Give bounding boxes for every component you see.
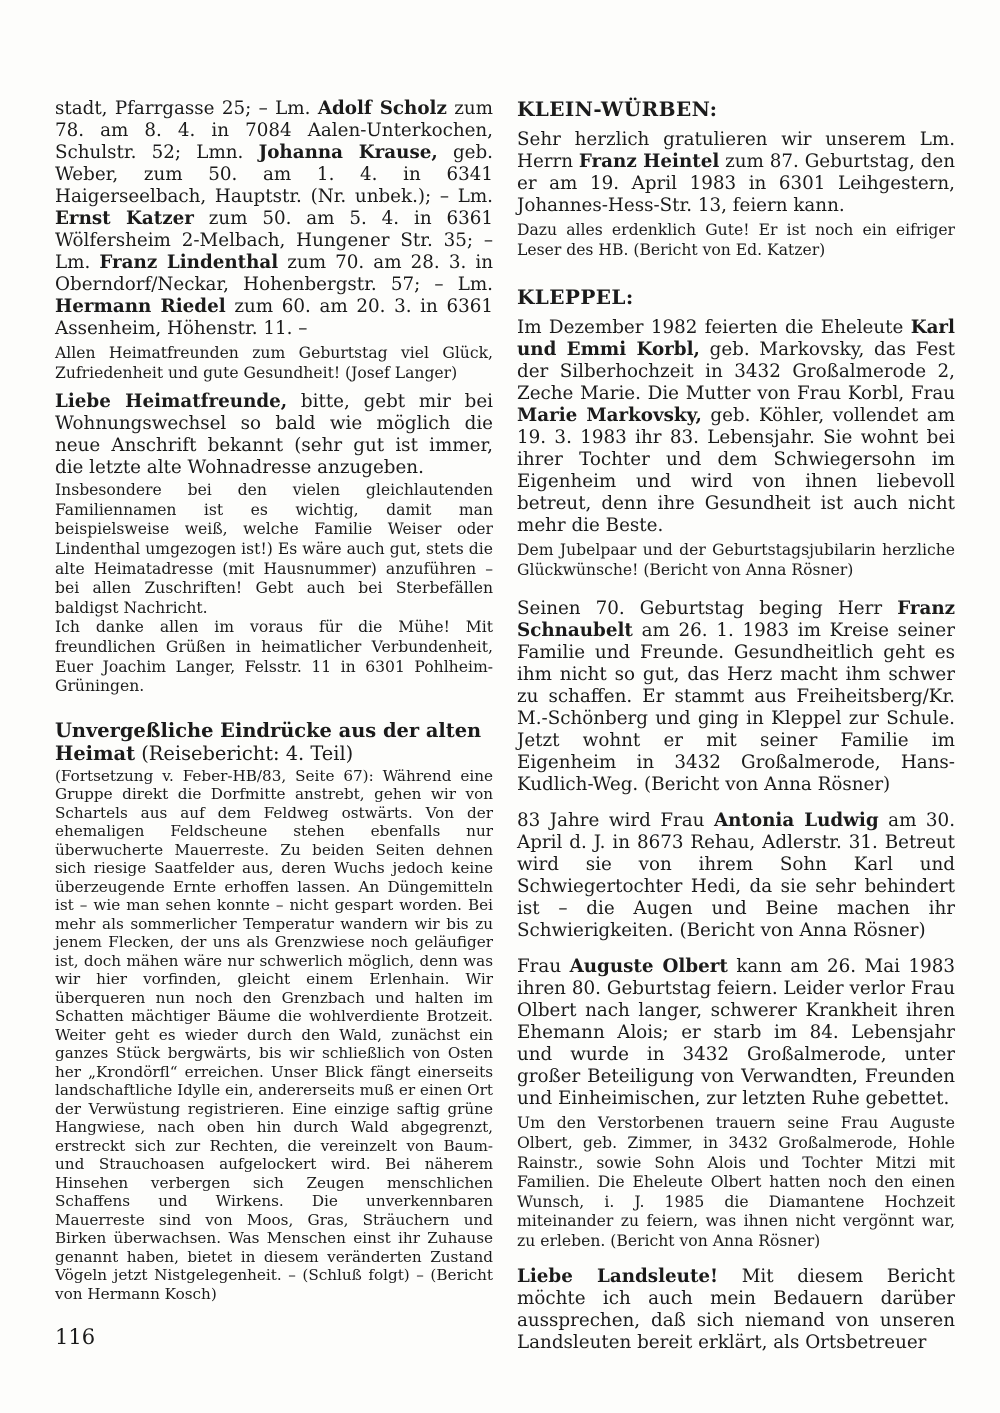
- note-paragraph: Dem Jubelpaar und der Geburtstagsjubilarin herzliche Glückwünsche! (Bericht von Anna Rösner): [517, 541, 955, 579]
- birthday-list-paragraph: stadt, Pfarrgasse 25; – Lm. Adolf Scholz zum 78. am 8. 4. in 7084 Aalen-Unterkochen, Schulstr. 52; Lmn. Johanna Krause, geb. Weber, zum 50. am 1. 4. in 6341 Haigerseelbach, Hauptstr. (Nr. unbek.); – Lm. Ernst Katzer zum 50. am 5. 4. in 6361 Wölfersheim 2-Melbach, Hungener Str. 35; – Lm. Franz Lindenthal zum 70. am 28. 3. in Oberndorf/Neckar, Hohenbergstr. 57; – Lm. Hermann Riedel zum 60. am 20. 3. in 6361 Assenheim, Höhenstr. 11. –: [55, 98, 493, 339]
- note-paragraph: Dazu alles erdenklich Gute! Er ist noch ein eifriger Leser des HB. (Bericht von Ed. Katzer): [517, 221, 955, 259]
- travel-report-paragraph: (Fortsetzung v. Feber-HB/83, Seite 67): Während eine Gruppe direkt die Dorfmitte anstrebt, gehen wir von Schartels aus auf dem Feldweg ostwärts. Von der ehemaligen Feldscheune stehen ebenfalls nur überwucherte Mauerreste. Zu beiden Seiten dehnen sich riesige Saatfelder aus, deren Wuchs jedoch keine überzeugende Ernte erhoffen lassen. An Düngemitteln ist – wie man sehen konnte – nicht gespart worden. Bei mehr als sommerlicher Temperatur wandern wir bis zu jenem Flecken, der uns als Grenzwiese noch geläufiger ist, doch mähen wäre nur schwerlich möglich, denn was wir hier vorfinden, gleicht einem Erlenhain. Wir überqueren nun noch den Grenzbach und halten im Schatten mächtiger Bäume die wohlverdiente Brotzeit. Weiter geht es wieder durch den Wald, zunächst ein ganzes Stück bergwärts, bis wir schließlich von Osten her „Krondörfl“ erreichen. Unser Blick fängt einerseits landschaftliche Idylle ein, andererseits muß er einen Ort der Verwüstung registrieren. Eine einzige saftig grüne Hangwiese, nach oben hin durch Wald abgegrenzt, erstreckt sich zur Rechten, die vereinzelt von Baum- und Strauchoasen aufgelockert wird. Bei näherem Hinsehen verbergen sich Zeugen menschlichen Schaffens und Wirkens. Die unverkennbaren Mauerreste sind von Moos, Gras, Sträuchern und Birken überwachsen. Was Menschen einst ihr Zuhause genannt haben, bietet in diesem veränderten Zustand Vögeln jetzt Nistgelegenheit. – (Schluß folgt) – (Bericht von Hermann Kosch): [55, 766, 493, 1303]
- section-heading-klein-wuerben: KLEIN-WÜRBEN:: [517, 97, 718, 121]
- paragraph: Sehr herzlich gratulieren wir unserem Lm. Herrn Franz Heintel zum 87. Geburtstag, den er am 19. April 1983 in 6301 Leihgestern, Johannes-Hess-Str. 13, feiern kann.: [517, 129, 955, 216]
- note-paragraph: Insbesondere bei den vielen gleichlautenden Familiennamen ist es wichtig, damit man beispielsweise weiß, welche Familie Weiser oder Lindenthal umgezogen ist!) Es wäre auch gut, stets die alte Heimatadresse (mit Hausnummer) anzuführen – bei allen Zuschriften! Gebt auch bei Sterbefällen baldigst Nachricht.: [55, 481, 493, 617]
- right-column: [517, 98, 955, 1354]
- paragraph: Seinen 70. Geburtstag beging Herr Franz Schnaubelt am 26. 1. 1983 im Kreise seiner Familie und Freunde. Gesundheitlich geht es ihm nicht so gut, das Herz macht ihm schwer zu schaffen. Er stammt aus Freiheitsberg/Kr. M.-Schönberg und ging in Kleppel zur Schule. Jetzt wohnt er mit seiner Familie im Eigenheim in 3432 Großalmerode, Hans-Kudlich-Weg. (Bericht von Anna Rösner): [517, 598, 955, 796]
- note-paragraph: Allen Heimatfreunden zum Geburtstag viel Glück, Zufriedenheit und gute Gesundheit! (Josef Langer): [55, 344, 493, 382]
- editor-request-paragraph: Liebe Heimatfreunde, bitte, gebt mir bei Wohnungswechsel so bald wie möglich die neue Anschrift bekannt (sehr gut ist immer, die letzte alte Wohnadresse anzugeben.: [55, 391, 493, 479]
- section-heading-kleppel: KLEPPEL:: [517, 285, 634, 310]
- paragraph: Liebe Landsleute! Mit diesem Bericht möchte ich auch mein Bedauern darüber aussprechen, daß sich niemand von unseren Landsleuten bereit erklärt, als Ortsbetreuer: [517, 1265, 955, 1353]
- paragraph: 83 Jahre wird Frau Antonia Ludwig am 30. April d. J. in 8673 Rehau, Adlerstr. 31. Betreut wird sie von ihrem Sohn Karl und Schwiegertochter Hedi, da sie sehr behindert ist – die Augen und Beine machen ihr Schwierigkeiten. (Bericht von Anna Rösner): [517, 810, 955, 942]
- left-column: [55, 98, 493, 1354]
- note-paragraph: Ich danke allen im voraus für die Mühe! Mit freundlichen Grüßen in heimatlicher Verbundenheit, Euer Joachim Langer, Felsstr. 11 in 6301 Pohlheim-Grüningen.: [55, 618, 493, 696]
- two-column-layout: [55, 98, 955, 1354]
- note-paragraph: Um den Verstorbenen trauern seine Frau Auguste Olbert, geb. Zimmer, in 3432 Großalmerode, Hohle Rainstr., sowie Sohn Alois und Tochter Mitzi mit Familien. Die Eheleute Olbert hatten noch den einen Wunsch, i. J. 1985 die Diamantene Hochzeit miteinander zu feiern, was ihnen nicht vergönnt war, zu erleben. (Bericht von Anna Rösner): [517, 1114, 955, 1250]
- paragraph: Frau Auguste Olbert kann am 26. Mai 1983 ihren 80. Geburtstag feiern. Leider verlor Frau Olbert nach langer, schwerer Krankheit ihren Ehemann Alois; er starb im 84. Lebensjahr und wurde in 3432 Großalmerode, unter großer Beteiligung von Verwandten, Freunden und Einheimischen, zur letzten Ruhe gebettet.: [517, 956, 955, 1110]
- page-number: 116: [55, 1325, 96, 1350]
- paragraph: Im Dezember 1982 feierten die Eheleute Karl und Emmi Korbl, geb. Markovsky, das Fest der Silberhochzeit in 3432 Großalmerode 2, Zeche Marie. Die Mutter von Frau Korbl, Frau Marie Markovsky, geb. Köhler, vollendet am 19. 3. 1983 ihr 83. Lebensjahr. Sie wohnt bei ihrer Tochter und dem Schwiegersohn im Eigenheim und wird von ihnen liebevoll betreut, denn ihre Gesundheit ist auch nicht mehr die Beste.: [517, 317, 956, 537]
- article-title: Unvergeßliche Eindrücke aus der alten Heimat (Reisebericht: 4. Teil): [55, 718, 482, 765]
